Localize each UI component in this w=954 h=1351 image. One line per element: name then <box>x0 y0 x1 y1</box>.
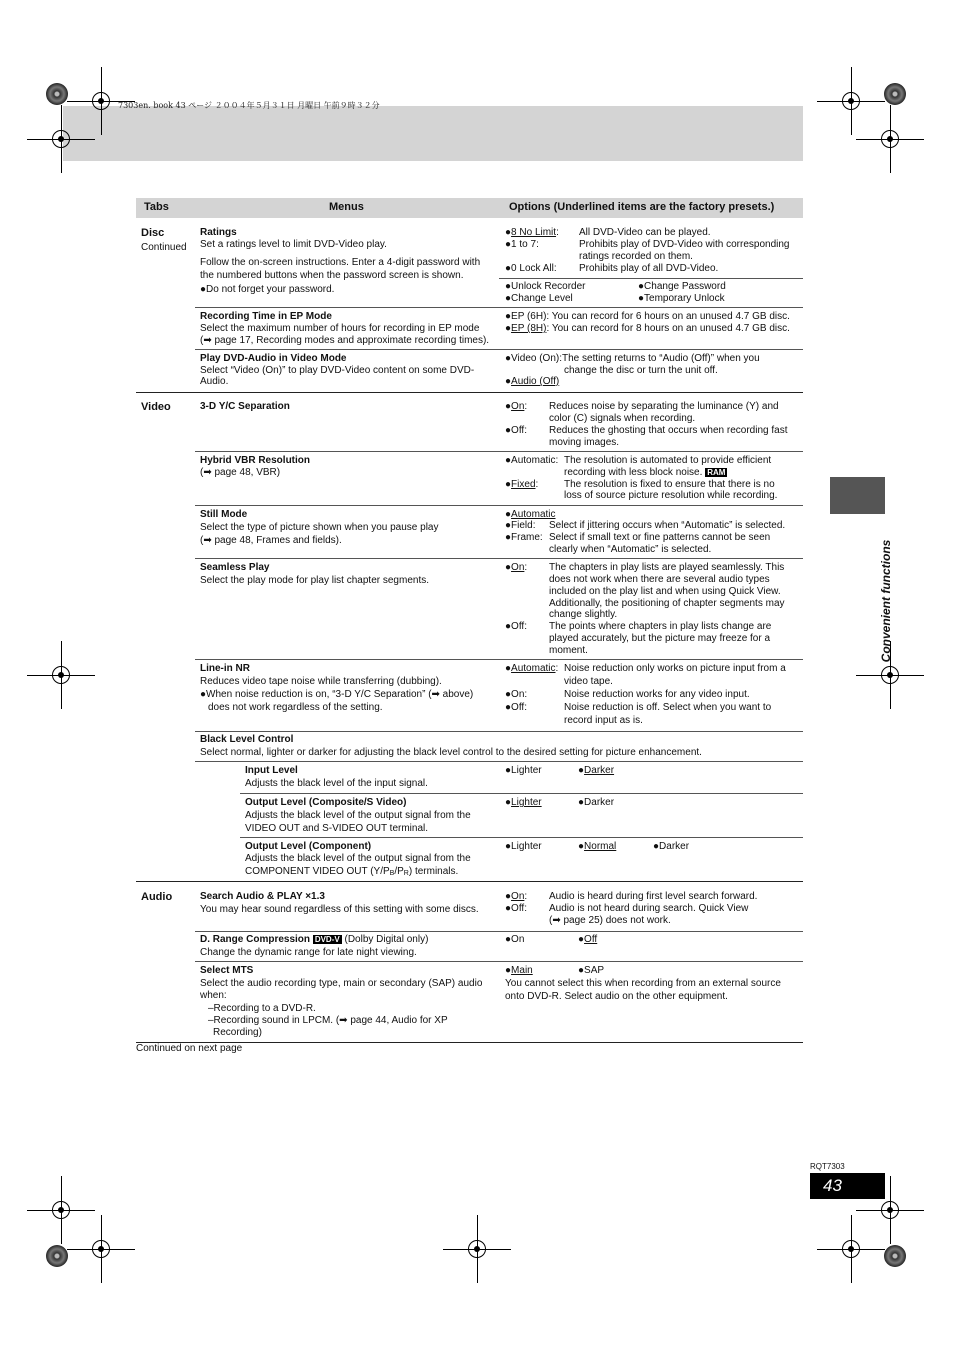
model-code: RQT7303 <box>810 1162 845 1171</box>
option-automatic: ●Automatic: <box>505 455 559 466</box>
header-band <box>63 106 803 161</box>
table-header <box>136 198 803 218</box>
option-desc: Audio is not heard during search. Quick View <box>549 903 749 914</box>
tab-disc: Disc <box>141 227 165 239</box>
divider <box>195 558 803 559</box>
option-desc: Audio is heard during first level search forward. <box>549 891 758 902</box>
menu-vbr-title: Hybrid VBR Resolution <box>200 455 311 466</box>
menu-ratings-desc: Follow the on-screen instructions. Enter a 4-digit password with <box>200 257 481 268</box>
divider <box>195 659 803 660</box>
option-desc: Noise reduction is off. Select when you want to <box>564 702 772 713</box>
option-desc: Select if jittering occurs when “Automatic” is selected. <box>549 520 786 531</box>
menu-mts-desc: Select the audio recording type, main or secondary (SAP) audio <box>200 978 483 989</box>
option-frame: ●Frame: <box>505 532 543 543</box>
option-unlock-recorder: ●Unlock Recorder <box>505 281 586 292</box>
option-darker: ●Darker <box>578 765 615 776</box>
option-note: You cannot select this when recording from an external source <box>505 978 781 989</box>
header-options: Options (Underlined items are the factory presets.) <box>509 201 775 213</box>
registration-disc-icon <box>46 1245 68 1267</box>
ram-badge: RAM <box>707 468 726 477</box>
option-desc: video tape. <box>564 676 613 687</box>
option-automatic: ●Automatic: <box>505 663 559 674</box>
menu-still-desc: Select the type of picture shown when you pause play <box>200 522 439 533</box>
option-desc: The resolution is fixed to ensure that there is no <box>564 479 775 490</box>
option-darker: ●Darker <box>653 841 690 852</box>
option-desc: Additionally, the positioning of chapter segments may <box>549 598 785 609</box>
menu-mts-desc: Recording) <box>213 1027 262 1038</box>
menu-still-desc: (➡ page 48, Frames and fields). <box>200 535 342 546</box>
option-on: ●On: <box>505 562 528 573</box>
tab-disc-continued: Continued <box>141 242 187 253</box>
divider <box>195 349 803 350</box>
divider <box>240 837 803 838</box>
dvd-v-badge: DVD-V <box>314 935 340 944</box>
option-lighter: ●Lighter <box>505 841 542 852</box>
option-1-to-7: ●1 to 7: <box>505 239 539 250</box>
registration-disc-icon <box>884 83 906 105</box>
menu-ep-title: Recording Time in EP Mode <box>200 311 332 322</box>
menu-ep-desc: (➡ page 17, Recording modes and approximate recording times). <box>200 335 490 346</box>
submenu-input-desc: Adjusts the black level of the input signal. <box>245 778 428 789</box>
print-meta: 7303en. book 43 ページ ２００４年５月３１日 月曜日 午前９時３２分 <box>118 101 380 110</box>
registration-disc-icon <box>46 83 68 105</box>
menu-ratings-note: ●Do not forget your password. <box>200 284 335 295</box>
option-desc: Noise reduction only works on picture input from a <box>564 663 786 674</box>
menu-ratings-desc: Set a ratings level to limit DVD-Video play. <box>200 239 387 250</box>
menu-yc-title: 3-D Y/C Separation <box>200 401 290 412</box>
submenu-component-title: Output Level (Component) <box>245 841 372 852</box>
divider <box>195 307 803 308</box>
continued-note: Continued on next page <box>136 1043 243 1054</box>
option-desc: The chapters in play lists are played seamlessly. This <box>549 562 785 573</box>
registration-disc-icon <box>884 1245 906 1267</box>
option-lighter: ●Lighter <box>505 797 542 808</box>
option-off: ●Off: <box>505 425 527 436</box>
option-fixed: ●Fixed: <box>505 479 539 490</box>
option-desc: Reduces noise by separating the luminance (Y) and <box>549 401 779 412</box>
option-desc: does not work when there are several audio types <box>549 574 770 585</box>
option-desc: change slightly. <box>549 609 618 620</box>
option-desc: All DVD-Video can be played. <box>579 227 711 238</box>
divider <box>195 505 803 506</box>
header-menus: Menus <box>329 201 364 213</box>
option-desc: moment. <box>549 645 588 656</box>
option-desc: moving images. <box>549 437 620 448</box>
menu-linein-title: Line-in NR <box>200 663 250 674</box>
menu-black-title: Black Level Control <box>200 734 294 745</box>
option-ep-6h: ●EP (6H): You can record for 6 hours on an unused 4.7 GB disc. <box>505 311 790 322</box>
tab-audio: Audio <box>141 891 173 903</box>
option-ep-8h: ●EP (8H): You can record for 8 hours on an unused 4.7 GB disc. <box>505 323 790 334</box>
menu-search-title: Search Audio & PLAY ×1.3 <box>200 891 325 902</box>
option-off: ●Off: <box>505 903 527 914</box>
option-audio-off: ●Audio (Off) <box>505 376 560 387</box>
option-darker: ●Darker <box>578 797 615 808</box>
option-lighter: ●Lighter <box>505 765 542 776</box>
option-desc: clearly when “Automatic” is selected. <box>549 544 712 555</box>
divider <box>499 278 803 279</box>
option-desc: change the disc or turn the unit off. <box>564 365 718 376</box>
header-tabs: Tabs <box>144 201 169 213</box>
option-off: ●Off: <box>505 702 527 713</box>
menu-mts-title: Select MTS <box>200 965 254 976</box>
menu-ratings-title: Ratings <box>200 227 237 238</box>
tab-video: Video <box>141 401 171 413</box>
divider <box>195 731 803 732</box>
option-field: ●Field: <box>505 520 536 531</box>
option-desc: The resolution is automated to provide efficient <box>564 455 772 466</box>
divider <box>195 961 803 962</box>
option-desc: color (C) signals when recording. <box>549 413 696 424</box>
menu-vbr-desc: (➡ page 48, VBR) <box>200 467 281 478</box>
divider <box>240 793 803 794</box>
menu-black-desc: Select normal, lighter or darker for adjusting the black level control to the desired setting for picture enhancement. <box>200 747 702 758</box>
option-temporary-unlock: ●Temporary Unlock <box>638 293 725 304</box>
menu-linein-note: ●When noise reduction is on, “3-D Y/C Separation” (➡ above) <box>200 689 474 700</box>
option-note: onto DVD-R. Select audio on the other equipment. <box>505 991 728 1002</box>
submenu-component-desc: COMPONENT VIDEO OUT (Y/PB/PR) terminals. <box>245 866 459 877</box>
menu-seamless-desc: Select the play mode for play list chapter segments. <box>200 575 430 586</box>
option-video-on: ●Video (On):The setting returns to “Audio (Off)” when you <box>505 353 760 364</box>
submenu-input-title: Input Level <box>245 765 298 776</box>
option-desc: ratings recorded on them. <box>579 251 693 262</box>
option-on: ●On: <box>505 401 528 412</box>
option-desc: Select if small text or fine patterns cannot be seen <box>549 532 771 543</box>
section-divider <box>136 881 803 882</box>
option-desc: Noise reduction works for any video input. <box>564 689 750 700</box>
menu-drange-title: D. Range Compression DVD-V (Dolby Digital only) <box>200 934 429 945</box>
menu-seamless-title: Seamless Play <box>200 562 270 573</box>
divider <box>195 451 803 452</box>
menu-mts-desc: –Recording to a DVD-R. <box>208 1003 316 1014</box>
option-desc: Prohibits play of DVD-Video with corresponding <box>579 239 790 250</box>
submenu-output-desc: VIDEO OUT and S-VIDEO OUT terminal. <box>245 823 429 834</box>
option-0-lock-all: ●0 Lock All: <box>505 263 557 274</box>
menu-dvd-audio-desc: Select “Video (On)” to play DVD-Video content on some DVD- <box>200 365 475 376</box>
section-side-label: Convenient functions <box>879 539 893 663</box>
menu-dvd-audio-title: Play DVD-Audio in Video Mode <box>200 353 347 364</box>
option-main: ●Main <box>505 965 533 976</box>
option-on: ●On: <box>505 689 528 700</box>
option-desc: (➡ page 25) does not work. <box>549 915 671 926</box>
submenu-output-desc: Adjusts the black level of the output signal from the <box>245 810 471 821</box>
option-automatic: ●Automatic <box>505 509 556 520</box>
option-change-level: ●Change Level <box>505 293 573 304</box>
option-desc: Reduces the ghosting that occurs when recording fast <box>549 425 788 436</box>
option-desc: included on the play list and when using Quick View. <box>549 586 781 597</box>
option-on: ●On <box>505 934 525 945</box>
option-desc: recording with less block noise. RAM <box>564 467 726 478</box>
section-divider <box>136 392 803 393</box>
option-change-password: ●Change Password <box>638 281 726 292</box>
menu-dvd-audio-desc: Audio. <box>200 376 229 387</box>
menu-mts-desc: –Recording sound in LPCM. (➡ page 44, Audio for XP <box>208 1015 448 1026</box>
option-desc: played accurately, but the picture may freeze for a <box>549 633 771 644</box>
option-desc: The points where chapters in play lists change are <box>549 621 772 632</box>
menu-search-desc: You may hear sound regardless of this setting with some discs. <box>200 904 479 915</box>
option-on: ●On: <box>505 891 528 902</box>
menu-mts-desc: when: <box>200 990 227 1001</box>
menu-linein-note: does not work regardless of the setting. <box>208 702 383 713</box>
menu-still-title: Still Mode <box>200 509 248 520</box>
divider <box>195 761 803 762</box>
option-off: ●Off: <box>505 621 527 632</box>
menu-ratings-desc: the numbered buttons when the password screen is shown. <box>200 270 464 281</box>
section-tab-block <box>830 477 885 514</box>
option-normal: ●Normal <box>578 841 617 852</box>
divider <box>195 931 803 932</box>
menu-drange-desc: Change the dynamic range for late night viewing. <box>200 947 417 958</box>
option-desc: loss of source picture resolution while recording. <box>564 490 778 501</box>
page-number: 43 <box>810 1173 885 1199</box>
menu-linein-desc: Reduces video tape noise while transferring (dubbing). <box>200 676 442 687</box>
option-desc: record input as is. <box>564 715 643 726</box>
menu-ep-desc: Select the maximum number of hours for recording in EP mode <box>200 323 480 334</box>
submenu-output-title: Output Level (Composite/S Video) <box>245 797 407 808</box>
option-8-no-limit: ●8 No Limit: <box>505 227 559 238</box>
submenu-component-desc: Adjusts the black level of the output signal from the <box>245 853 471 864</box>
option-off: ●Off <box>578 934 598 945</box>
option-sap: ●SAP <box>578 965 605 976</box>
option-desc: Prohibits play of all DVD-Video. <box>579 263 719 274</box>
